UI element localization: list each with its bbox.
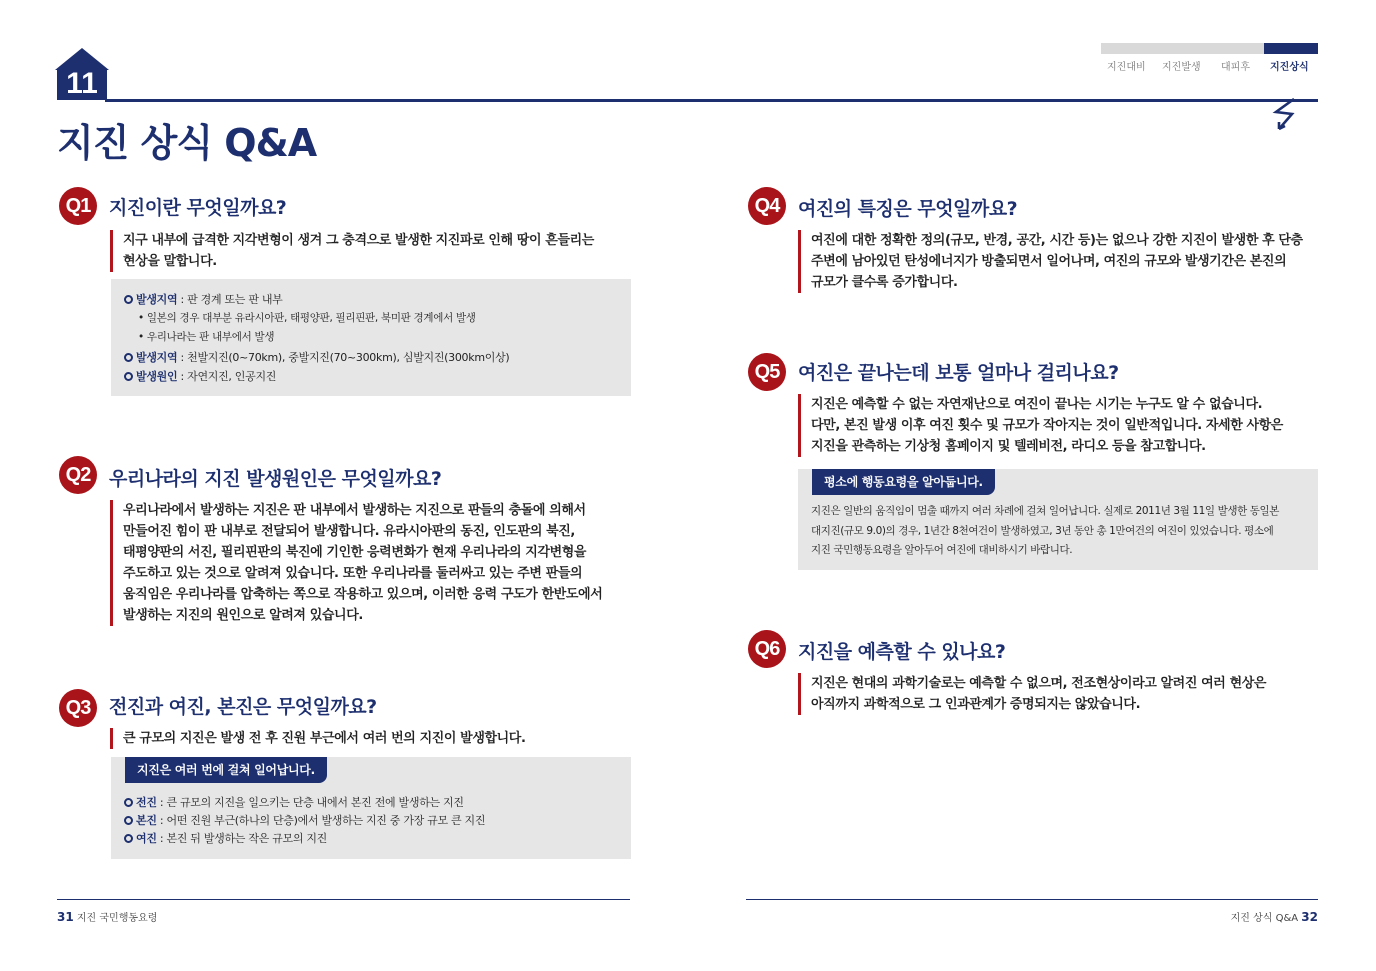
nav-progress-active — [1264, 43, 1318, 54]
q2-title: 우리나라의 지진 발생원인은 무엇일까요? — [109, 468, 442, 490]
q6-answer: 지진은 현대의 과학기술로는 예측할 수 없으며, 전조현상이라고 알려진 여러 현상은 아직까지 과학적으로 그 인과관계가 증명되지는 않았습니다. — [798, 673, 1266, 715]
page-title: 지진 상식 Q&A — [57, 121, 317, 165]
lightning-bolt-icon — [1272, 98, 1298, 132]
page-number-right: 32 — [1301, 910, 1318, 924]
q3-box-label: 지진은 여러 번에 걸쳐 일어납니다. — [125, 757, 327, 783]
bullet-ring-icon — [124, 834, 133, 843]
q6-title: 지진을 예측할 수 있나요? — [798, 641, 1006, 663]
chapter-badge — [55, 48, 109, 100]
footer-right: 지진 상식 Q&A 32 — [1230, 910, 1318, 924]
q5-badge: Q5 — [748, 353, 786, 391]
footer-rule-right — [746, 899, 1318, 900]
q3-title: 전진과 여진, 본진은 무엇일까요? — [109, 696, 377, 718]
q6-badge: Q6 — [748, 630, 786, 668]
q4-title: 여진의 특징은 무엇일까요? — [798, 198, 1018, 220]
bullet-ring-icon — [124, 295, 133, 304]
q5-answer: 지진은 예측할 수 없는 자연재난으로 여진이 끝나는 시기는 누구도 알 수 없습니다. 다만, 본진 발생 이후 여진 횟수 및 규모가 작아지는 것이 일반적입니다. 자세한 사항은 지진을 관측하는 기상청 홈페이지 및 텔레비전, 라디오 등을 참고합니다. — [798, 394, 1283, 457]
page-number-left: 31 — [57, 910, 74, 924]
q5-info-box: 평소에 행동요령을 알아둡니다. 지진은 일반의 움직임이 멈출 때까지 여러 차례에 걸쳐 일어납니다. 실제로 2011년 3월 11일 발생한 동일본 대지진(규모 9.0)의 경우, 1년간 8천여건이 발생하였고, 3년 동안 총 1만여건의 여진이 있었습니다. 평소에 지진 국민행동요령을 알아두어 여진에 대비하시기 바랍니다. — [798, 469, 1318, 570]
q1-info-box: 발생지역 : 판 경계 또는 판 내부 • 일본의 경우 대부분 유라시아판, 태평양판, 필리핀판, 북미판 경계에서 발생 • 우리나라는 판 내부에서 발생 발생지역 : 천발지진(0~70km), 중발지진(70~300km), 심발지진(300km이상) 발생원인 : 자연지진, 인공지진 — [111, 279, 631, 396]
nav-item-knowledge[interactable]: 지진상식 — [1270, 62, 1309, 73]
footer-rule-left — [57, 899, 630, 900]
q5-title: 여진은 끝나는데 보통 얼마나 걸리나요? — [798, 362, 1119, 384]
q2-badge: Q2 — [59, 456, 97, 494]
bullet-ring-icon — [124, 353, 133, 362]
nav-progress-bar — [1101, 43, 1264, 54]
q1-title: 지진이란 무엇일까요? — [109, 197, 287, 219]
bullet-ring-icon — [124, 816, 133, 825]
q3-answer: 큰 규모의 지진은 발생 전 후 진원 부근에서 여러 번의 지진이 발생합니다. — [110, 728, 526, 749]
q3-info-box: 지진은 여러 번에 걸쳐 일어납니다. 전진 : 큰 규모의 지진을 일으키는 단층 내에서 본진 전에 발생하는 지진 본진 : 어떤 진원 부근(하나의 단층)에서 발생하는 지진 중 가장 규모 큰 지진 여진 : 본진 뒤 발생하는 작은 규모의 지진 — [111, 757, 631, 859]
q1-answer: 지구 내부에 급격한 지각변형이 생겨 그 충격으로 발생한 지진파로 인해 땅이 흔들리는 현상을 말합니다. — [110, 230, 594, 272]
q4-answer: 여진에 대한 정확한 정의(규모, 반경, 공간, 시간 등)는 없으나 강한 지진이 발생한 후 단층 주변에 남아있던 탄성에너지가 방출되면서 일어나며, 여진의 규모와 발생기간은 본진의 규모가 클수록 증가합니다. — [798, 230, 1303, 293]
bullet-ring-icon — [124, 372, 133, 381]
q5-box-label: 평소에 행동요령을 알아둡니다. — [812, 469, 995, 495]
bullet-ring-icon — [124, 798, 133, 807]
nav-item-occurrence[interactable]: 지진발생 — [1162, 62, 1201, 73]
q4-badge: Q4 — [748, 187, 786, 225]
nav-item-prepare[interactable]: 지진대비 — [1107, 62, 1146, 73]
q3-badge: Q3 — [59, 689, 97, 727]
chapter-number: 11 — [66, 67, 98, 100]
header-rule — [105, 99, 1318, 102]
footer-left: 31 지진 국민행동요령 — [57, 910, 158, 924]
nav-item-after[interactable]: 대피후 — [1221, 62, 1250, 73]
q2-answer: 우리나라에서 발생하는 지진은 판 내부에서 발생하는 지진으로 판들의 충돌에 의해서 만들어진 힘이 판 내부로 전달되어 발생합니다. 유라시아판의 동진, 인도판의 북진, 태평양판의 서진, 필리핀판의 북진에 기인한 응력변화가 현재 우리나라의 지각변형을 주도하고 있는 것으로 알려져 있습니다. 또한 우리나라를 둘러싸고 있는 주변 판들의 움직임은 우리나라를 압축하는 쪽으로 작용하고 있으며, 이러한 응력 구도가 한반도에서 발생하는 지진의 원인으로 알려져 있습니다. — [110, 500, 602, 626]
q1-badge: Q1 — [59, 187, 97, 225]
